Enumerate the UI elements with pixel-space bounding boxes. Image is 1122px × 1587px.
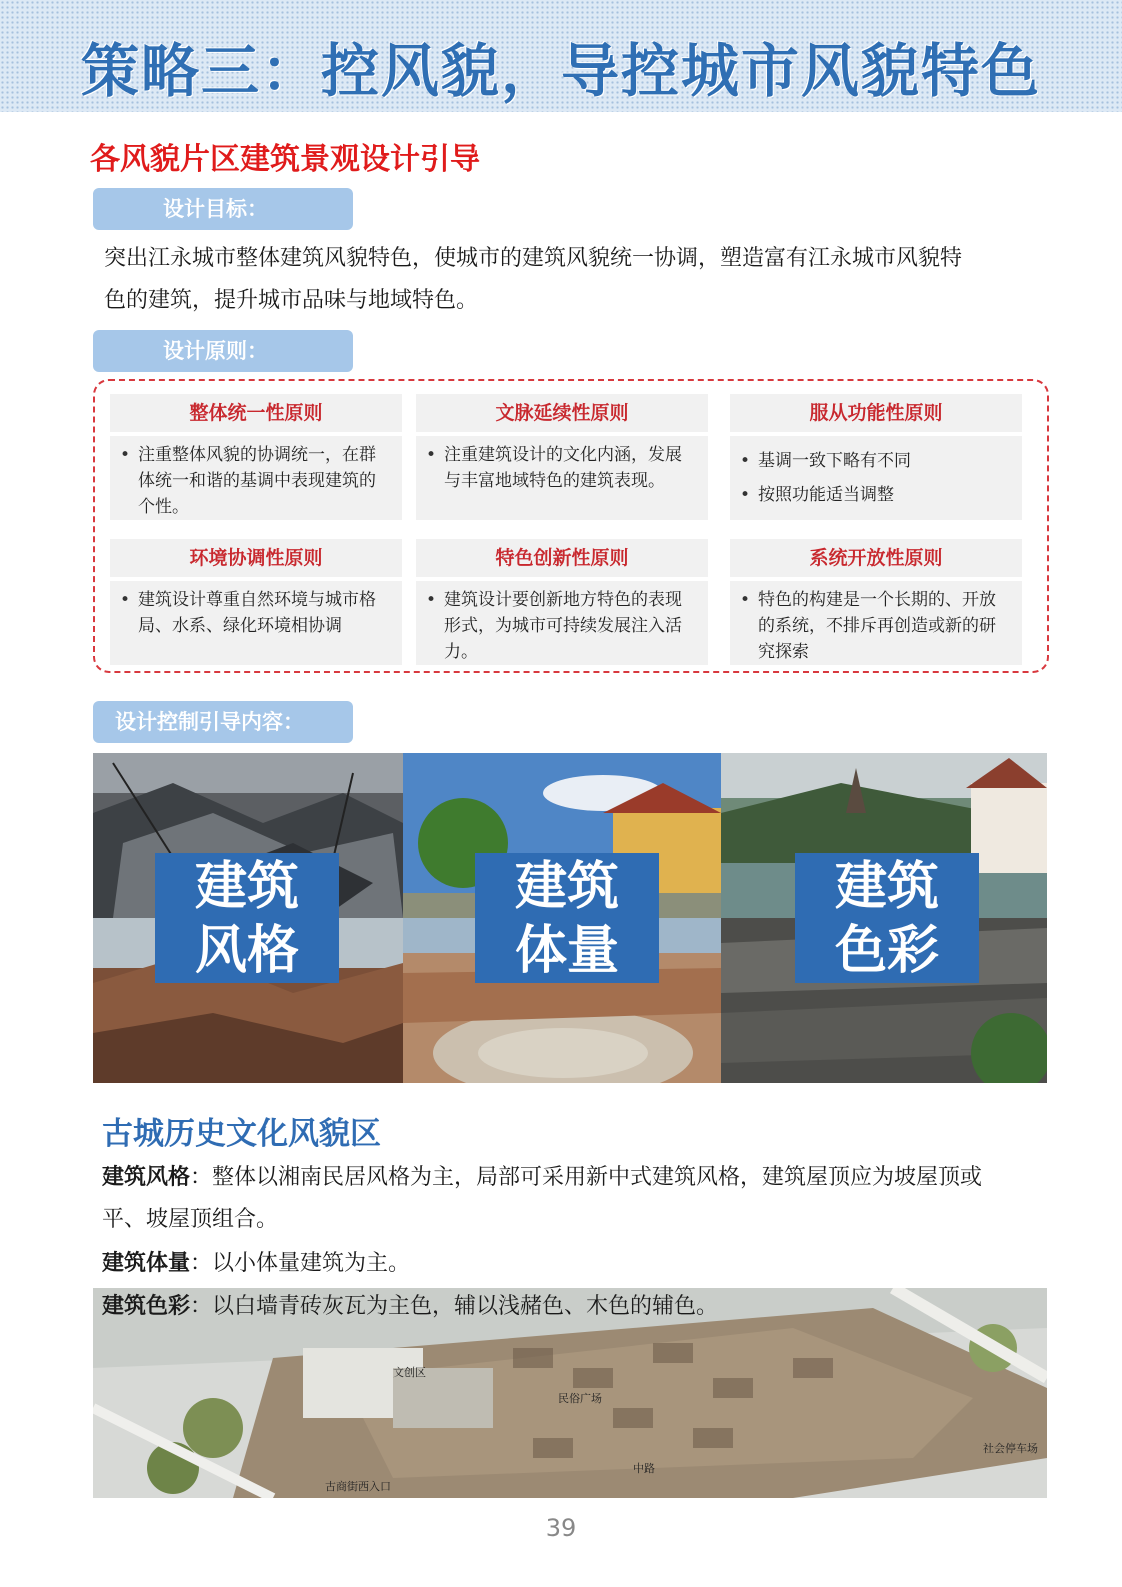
style-text-2: 平、坡屋顶组合。 xyxy=(102,1207,279,1232)
principle-body xyxy=(110,436,402,520)
tile-label-line: 建筑 xyxy=(514,857,619,917)
principle-card xyxy=(110,394,402,520)
principle-title: 系统开放性原则 xyxy=(730,539,1022,577)
color-detail xyxy=(102,1286,1062,1328)
principle-title: 特色创新性原则 xyxy=(416,539,708,577)
color-photo xyxy=(721,753,1047,1083)
district-heading: 古城历史文化风貌区 xyxy=(102,1116,381,1152)
principle-card xyxy=(416,394,708,520)
principle-card xyxy=(416,539,708,665)
style-detail xyxy=(102,1157,1062,1199)
color-text: ：以白墙青砖灰瓦为主色，辅以浅赭色、木色的辅色。 xyxy=(190,1294,719,1319)
control-label: 设计控制引导内容： xyxy=(93,701,353,743)
map-label-creative: 文创区 xyxy=(393,1366,426,1379)
principle-body xyxy=(730,581,1022,665)
section-title: 各风貌片区建筑景观设计引导 xyxy=(90,142,480,177)
color-label: 建筑色彩 xyxy=(102,1294,191,1319)
volume-label: 建筑体量 xyxy=(102,1251,191,1276)
principle-item: • 基调一致下略有不同 xyxy=(740,448,1008,474)
principle-item: • 注重建筑设计的文化内涵，发展与丰富地域特色的建筑表现。 xyxy=(426,442,694,494)
principle-title: 环境协调性原则 xyxy=(110,539,402,577)
goal-text-line-1: 突出江永城市整体建筑风貌特色，使城市的建筑风貌统一协调，塑造富有江永城市风貌特 xyxy=(104,246,963,271)
tile-label-line: 体量 xyxy=(514,921,619,981)
map-label-west-gate: 古商街西入口 xyxy=(325,1480,391,1493)
tile-label-style xyxy=(155,853,339,983)
page-number: 39 xyxy=(545,1514,577,1542)
map-label-parking: 社会停车场 xyxy=(983,1442,1038,1455)
principle-title: 文脉延续性原则 xyxy=(416,394,708,432)
volume-detail xyxy=(102,1243,1062,1285)
style-text: ：整体以湘南民居风格为主，局部可采用新中式建筑风格，建筑屋顶应为坡屋顶或 xyxy=(190,1165,983,1190)
principle-body xyxy=(110,581,402,665)
principle-title: 整体统一性原则 xyxy=(110,394,402,432)
principle-body xyxy=(416,436,708,520)
principles-box xyxy=(93,379,1049,673)
tile-label-line: 建筑 xyxy=(834,857,939,917)
style-photo xyxy=(93,753,403,1083)
tile-label-color xyxy=(795,853,979,983)
tile-label-line: 风格 xyxy=(194,921,299,981)
tile-label-line: 色彩 xyxy=(834,921,939,981)
principle-item: • 建筑设计尊重自然环境与城市格局、水系、绿化环境相协调 xyxy=(120,587,388,639)
principle-card xyxy=(730,539,1022,665)
style-detail-cont xyxy=(102,1199,1062,1241)
tile-label-line: 建筑 xyxy=(194,857,299,917)
map-label-road: 中路 xyxy=(633,1462,655,1475)
goal-text-line-2: 色的建筑，提升城市品味与地域特色。 xyxy=(104,288,479,313)
page-title: 策略三：控风貌，导控城市风貌特色 xyxy=(80,37,1041,105)
principle-item: • 特色的构建是一个长期的、开放的系统，不排斥再创造或新的研究探索 xyxy=(740,587,1008,665)
principle-card xyxy=(730,394,1022,520)
principle-item: • 建筑设计要创新地方特色的表现形式，为城市可持续发展注入活力。 xyxy=(426,587,694,665)
principle-item: • 注重整体风貌的协调统一，在群体统一和谐的基调中表现建筑的个性。 xyxy=(120,442,388,520)
tile-label-volume xyxy=(475,853,659,983)
principle-body xyxy=(730,436,1022,520)
principle-label: 设计原则： xyxy=(93,330,353,372)
volume-text: ：以小体量建筑为主。 xyxy=(190,1251,411,1276)
photo-strip xyxy=(93,753,1047,1083)
principle-body xyxy=(416,581,708,665)
volume-photo xyxy=(403,753,721,1083)
goal-label: 设计目标： xyxy=(93,188,353,230)
principle-card xyxy=(110,539,402,665)
map-label-plaza: 民俗广场 xyxy=(558,1392,602,1405)
style-label: 建筑风格 xyxy=(102,1165,191,1190)
principle-item: • 按照功能适当调整 xyxy=(740,482,1008,508)
goal-text xyxy=(104,238,1039,322)
principle-title: 服从功能性原则 xyxy=(730,394,1022,432)
